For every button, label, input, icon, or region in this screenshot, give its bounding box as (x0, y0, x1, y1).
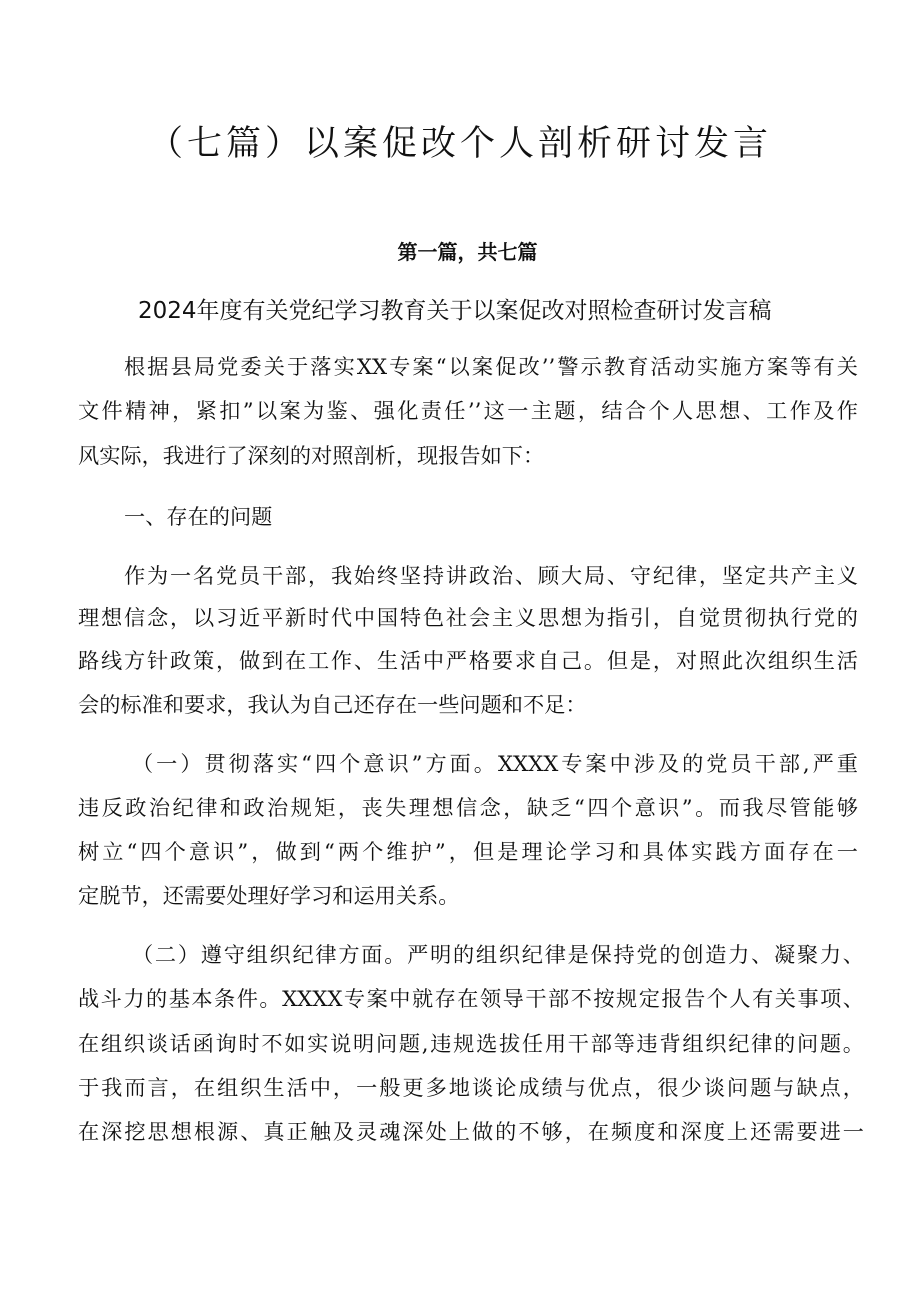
item1-line-2: 违反政治纪律和政治规矩，丧失理想信念，缺乏“四个意识”。而我尽管能够 (78, 795, 858, 820)
item1-line-1: （一）贯彻落实“四个意识”方面。XXXX专案中涉及的党员干部,严重 (132, 751, 858, 776)
item2-line-4: 于我而言，在组织生活中，一般更多地谈论成绩与优点，很少谈问题与缺点， (78, 1075, 864, 1100)
part-label: 第一篇，共七篇 (397, 240, 538, 264)
section-heading-problems: 一、存在的问题 (124, 504, 273, 529)
item2-line-5: 在深挖思想根源、真正触及灵魂深处上做的不够，在频度和深度上还需要进一 (78, 1119, 864, 1144)
item1-line-3: 树立“四个意识”，做到“两个维护”，但是理论学习和具体实践方面存在一 (78, 839, 858, 864)
intro-line-3: 风实际，我进行了深刻的对照剖析，现报告如下： (78, 443, 545, 468)
document-subtitle: 2024年度有关党纪学习教育关于以案促改对照检查研讨发言稿 (138, 298, 772, 324)
section1-line-4: 会的标准和要求，我认为自己还存在一些问题和不足： (78, 692, 587, 717)
section1-line-2: 理想信念，以习近平新时代中国特色社会主义思想为指引，自觉贯彻执行党的 (78, 605, 858, 630)
item2-line-2: 战斗力的基本条件。XXXX专案中就存在领导干部不按规定报告个人有关事项、 (78, 986, 864, 1011)
section1-line-3: 路线方针政策，做到在工作、生活中严格要求自己。但是，对照此次组织生活 (78, 648, 858, 673)
intro-line-1: 根据县局党委关于落实XX专案“以案促改’’警示教育活动实施方案等有关 (124, 354, 858, 379)
item1-line-4: 定脱节，还需要处理好学习和运用关系。 (78, 883, 460, 908)
intro-line-2: 文件精神，紧扣”以案为鉴、强化责任’’这一主题，结合个人思想、工作及作 (78, 398, 858, 423)
document-title: （七篇）以案促改个人剖析研讨发言 (147, 124, 772, 164)
item2-line-1: （二）遵守组织纪律方面。严明的组织纪律是保持党的创造力、凝聚力、 (132, 942, 864, 967)
section1-line-1: 作为一名党员干部，我始终坚持讲政治、顾大局、守纪律，坚定共产主义 (124, 563, 858, 588)
item2-line-3: 在组织谈话函询时不如实说明问题,违规选拔任用干部等违背组织纪律的问题。 (78, 1031, 864, 1056)
